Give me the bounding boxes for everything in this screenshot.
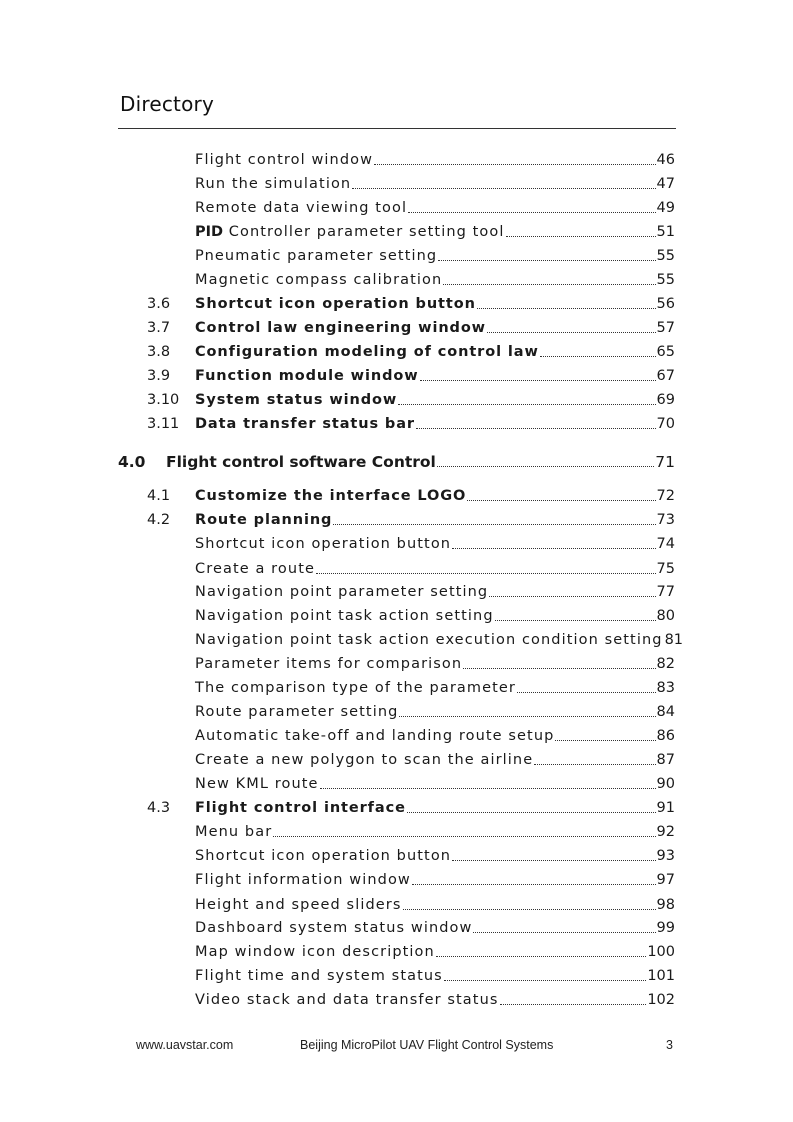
toc-entry-title <box>195 822 272 842</box>
dot-leader <box>420 379 656 381</box>
toc-entry[interactable] <box>195 559 675 579</box>
toc-entry[interactable] <box>195 630 684 650</box>
toc-page-number: 83 <box>656 680 675 696</box>
toc-entry-text: Flight control window <box>195 152 374 168</box>
toc-entry-text: Create a new polygon to scan the airline <box>195 752 534 768</box>
toc-entry-title <box>195 654 462 674</box>
dot-leader <box>273 835 655 837</box>
toc-entry-prefix: PID <box>195 224 224 240</box>
toc-page-number: 69 <box>656 392 675 408</box>
footer-company: Beijing MicroPilot UAV Flight Control Systems <box>300 1038 554 1052</box>
toc-page-number: 81 <box>664 632 684 648</box>
toc-entry-text: Shortcut icon operation button <box>195 536 452 552</box>
dot-leader <box>407 811 656 813</box>
toc-entry-title <box>195 150 373 170</box>
toc-entry[interactable] <box>195 294 675 314</box>
dot-leader <box>452 547 655 549</box>
toc-entry-text: Create a route <box>195 561 315 577</box>
toc-page-number: 92 <box>656 824 675 840</box>
dot-leader <box>506 235 656 237</box>
toc-entry-title <box>195 918 472 938</box>
dot-leader <box>452 859 655 861</box>
toc-entry-text: System status window <box>195 392 398 408</box>
toc-entry-text: Flight control software Control <box>166 453 436 471</box>
toc-entry-text: Magnetic compass calibration <box>195 272 443 288</box>
dot-leader <box>352 187 655 189</box>
toc-entry-title <box>195 174 351 194</box>
footer-website[interactable]: www.uavstar.com <box>136 1038 234 1052</box>
toc-entry-text: Configuration modeling of control law <box>195 344 539 360</box>
toc-entry[interactable] <box>195 846 675 866</box>
toc-entry-text: Controller parameter setting tool <box>223 224 505 240</box>
toc-entry-text: Control law engineering window <box>195 320 486 336</box>
toc-page-number: 82 <box>656 656 675 672</box>
toc-entry-title <box>195 198 407 218</box>
toc-entry[interactable] <box>195 606 675 626</box>
toc-entry-number: 3.9 <box>147 368 171 384</box>
toc-entry-title <box>195 318 486 338</box>
toc-entry-text: Flight control interface <box>195 800 406 816</box>
toc-entry-text: Data transfer status bar <box>195 416 415 432</box>
dot-leader <box>412 883 656 885</box>
toc-page-number: 67 <box>656 368 675 384</box>
toc-entry[interactable] <box>195 966 675 986</box>
toc-entry-title <box>195 990 499 1010</box>
toc-entry[interactable] <box>195 390 675 410</box>
toc-page-number: 55 <box>656 248 675 264</box>
toc-page-number: 51 <box>656 224 675 240</box>
toc-page-number: 100 <box>647 944 675 960</box>
toc-entry-text: Shortcut icon operation button <box>195 848 452 864</box>
toc-page-number: 75 <box>656 561 675 577</box>
toc-entry-title <box>195 678 516 698</box>
toc-entry-title <box>195 582 488 602</box>
toc-entry-title <box>195 750 533 770</box>
toc-entry-title <box>195 966 443 986</box>
toc-page-number: 46 <box>656 152 675 168</box>
toc-entry[interactable] <box>195 318 675 338</box>
toc-entry[interactable] <box>195 990 675 1010</box>
toc-entry-title <box>195 366 419 386</box>
toc-entry-title <box>195 630 663 650</box>
toc-entry[interactable] <box>195 222 675 242</box>
toc-entry-text: Dashboard system status window <box>195 920 473 936</box>
toc-entry-number: 3.8 <box>147 344 171 360</box>
toc-entry-title <box>195 294 476 314</box>
toc-page-number: 74 <box>656 536 675 552</box>
dot-leader <box>408 211 655 213</box>
toc-entry[interactable] <box>195 918 675 938</box>
dot-leader <box>436 955 646 957</box>
toc-entry[interactable] <box>195 270 675 290</box>
dot-leader <box>473 931 655 933</box>
toc-entry-text: Navigation point parameter setting <box>195 584 489 600</box>
toc-entry-text: Video stack and data transfer status <box>195 992 499 1008</box>
toc-entry-text: Height and speed sliders <box>195 897 402 913</box>
toc-entry-title <box>195 270 442 290</box>
dot-leader <box>403 908 656 910</box>
toc-page-number: 101 <box>647 968 675 984</box>
toc-entry[interactable] <box>195 750 675 770</box>
toc-entry-title <box>195 222 505 242</box>
toc-page-number: 71 <box>655 453 675 471</box>
toc-entry[interactable] <box>195 870 675 890</box>
dot-leader <box>555 739 655 741</box>
toc-entry-title <box>195 606 494 626</box>
toc-page-number: 98 <box>656 897 675 913</box>
dot-leader <box>438 259 655 261</box>
dot-leader <box>316 572 656 574</box>
toc-page-number: 91 <box>656 800 675 816</box>
dot-leader <box>534 763 655 765</box>
page-title: Directory <box>120 92 214 116</box>
toc-entry-title <box>195 774 319 794</box>
toc-entry[interactable] <box>195 174 675 194</box>
toc-entry[interactable] <box>195 342 675 362</box>
toc-page-number: 102 <box>647 992 675 1008</box>
dot-leader <box>487 331 656 333</box>
toc-page-number: 56 <box>656 296 675 312</box>
toc-entry-text: Automatic take-off and landing route setup <box>195 728 555 744</box>
dot-leader <box>489 595 655 597</box>
toc-page-number: 87 <box>656 752 675 768</box>
toc-entry[interactable] <box>195 150 675 170</box>
toc-entry[interactable] <box>195 654 675 674</box>
toc-page-number: 73 <box>656 512 675 528</box>
toc-entry[interactable] <box>195 942 675 962</box>
toc-entry[interactable] <box>195 246 675 266</box>
dot-leader <box>495 619 656 621</box>
toc-page-number: 65 <box>656 344 675 360</box>
header-divider <box>118 128 676 129</box>
toc-entry-text: Run the simulation <box>195 176 352 192</box>
toc-entry[interactable] <box>195 895 675 915</box>
toc-page-number: 47 <box>656 176 675 192</box>
toc-entry-title <box>195 510 332 530</box>
toc-page-number: 57 <box>656 320 675 336</box>
toc-entry-number: 3.7 <box>147 320 171 336</box>
toc-entry[interactable] <box>195 510 675 530</box>
footer-page-number: 3 <box>666 1038 673 1052</box>
dot-leader <box>443 283 655 285</box>
toc-entry[interactable] <box>195 486 675 506</box>
toc-entry-title <box>195 870 411 890</box>
toc-entry-text: Flight time and system status <box>195 968 443 984</box>
toc-entry-number: 4.1 <box>147 488 171 504</box>
toc-page-number: 84 <box>656 704 675 720</box>
toc-entry-text: The comparison type of the parameter <box>195 680 516 696</box>
toc-entry-text: Shortcut icon operation button <box>195 296 476 312</box>
toc-page-number: 55 <box>656 272 675 288</box>
toc-entry-text: Function module window <box>195 368 419 384</box>
toc-entry-number: 3.10 <box>147 392 180 408</box>
toc-entry-title <box>195 486 466 506</box>
toc-entry[interactable] <box>195 678 675 698</box>
toc-entry-title <box>195 534 451 554</box>
toc-entry-text: Flight information window <box>195 872 411 888</box>
toc-entry[interactable] <box>195 582 675 602</box>
toc-entry[interactable] <box>195 534 675 554</box>
toc-entry-text: Parameter items for comparison <box>195 656 463 672</box>
toc-page-number: 90 <box>656 776 675 792</box>
toc-entry-title <box>195 846 451 866</box>
toc-entry-text: Remote data viewing tool <box>195 200 408 216</box>
toc-entry-number: 4.2 <box>147 512 171 528</box>
toc-entry-text: Customize the interface LOGO <box>195 488 467 504</box>
toc-entry-text: Menu bar <box>195 824 273 840</box>
toc-entry-title <box>195 559 315 579</box>
toc-entry[interactable] <box>195 702 675 722</box>
toc-entry-text: Navigation point task action setting <box>195 608 494 624</box>
toc-entry-title <box>195 798 406 818</box>
dot-leader <box>399 715 655 717</box>
dot-leader <box>467 499 655 501</box>
dot-leader <box>463 667 655 669</box>
toc-entry-text: Map window icon description <box>195 944 435 960</box>
toc-entry-title <box>195 702 398 722</box>
toc-page-number: 93 <box>656 848 675 864</box>
toc-page-number: 49 <box>656 200 675 216</box>
toc-entry-title <box>195 246 437 266</box>
toc-page-number: 97 <box>656 872 675 888</box>
toc-page-number: 72 <box>656 488 675 504</box>
toc-entry-title <box>195 342 539 362</box>
toc-page-number: 80 <box>656 608 675 624</box>
toc-entry-title <box>195 390 397 410</box>
toc-page-number: 70 <box>656 416 675 432</box>
toc-entry[interactable] <box>195 726 675 746</box>
toc-entry[interactable] <box>195 798 675 818</box>
toc-entry-text: Pneumatic parameter setting <box>195 248 438 264</box>
dot-leader <box>374 163 655 165</box>
dot-leader <box>500 1003 647 1005</box>
dot-leader <box>540 355 656 357</box>
toc-entry-text: Route parameter setting <box>195 704 399 720</box>
toc-entry-text: New KML route <box>195 776 319 792</box>
dot-leader <box>320 787 656 789</box>
toc-entry-number: 3.6 <box>147 296 171 312</box>
dot-leader <box>517 691 656 693</box>
toc-chapter-entry[interactable] <box>166 452 675 472</box>
dot-leader <box>398 403 655 405</box>
toc-entry-title <box>195 942 435 962</box>
toc-entry-number: 4.0 <box>118 453 146 471</box>
toc-page-number: 99 <box>656 920 675 936</box>
toc-entry[interactable] <box>195 822 675 842</box>
toc-page-number: 77 <box>656 584 675 600</box>
toc-entry-title <box>195 726 554 746</box>
toc-entry[interactable] <box>195 414 675 434</box>
toc-entry[interactable] <box>195 774 675 794</box>
toc-entry-title <box>195 895 402 915</box>
toc-entry-text: Navigation point task action execution condition setting <box>195 632 663 648</box>
dot-leader <box>477 307 656 309</box>
toc-entry[interactable] <box>195 366 675 386</box>
dot-leader <box>333 523 655 525</box>
toc-entry-title <box>195 414 415 434</box>
toc-page-number: 86 <box>656 728 675 744</box>
dot-leader <box>416 427 656 429</box>
dot-leader <box>444 979 646 981</box>
dot-leader <box>437 465 654 467</box>
toc-entry-number: 3.11 <box>147 416 180 432</box>
toc-entry[interactable] <box>195 198 675 218</box>
toc-entry-text: Route planning <box>195 512 333 528</box>
toc-entry-title <box>166 452 436 472</box>
toc-entry-number: 4.3 <box>147 800 171 816</box>
